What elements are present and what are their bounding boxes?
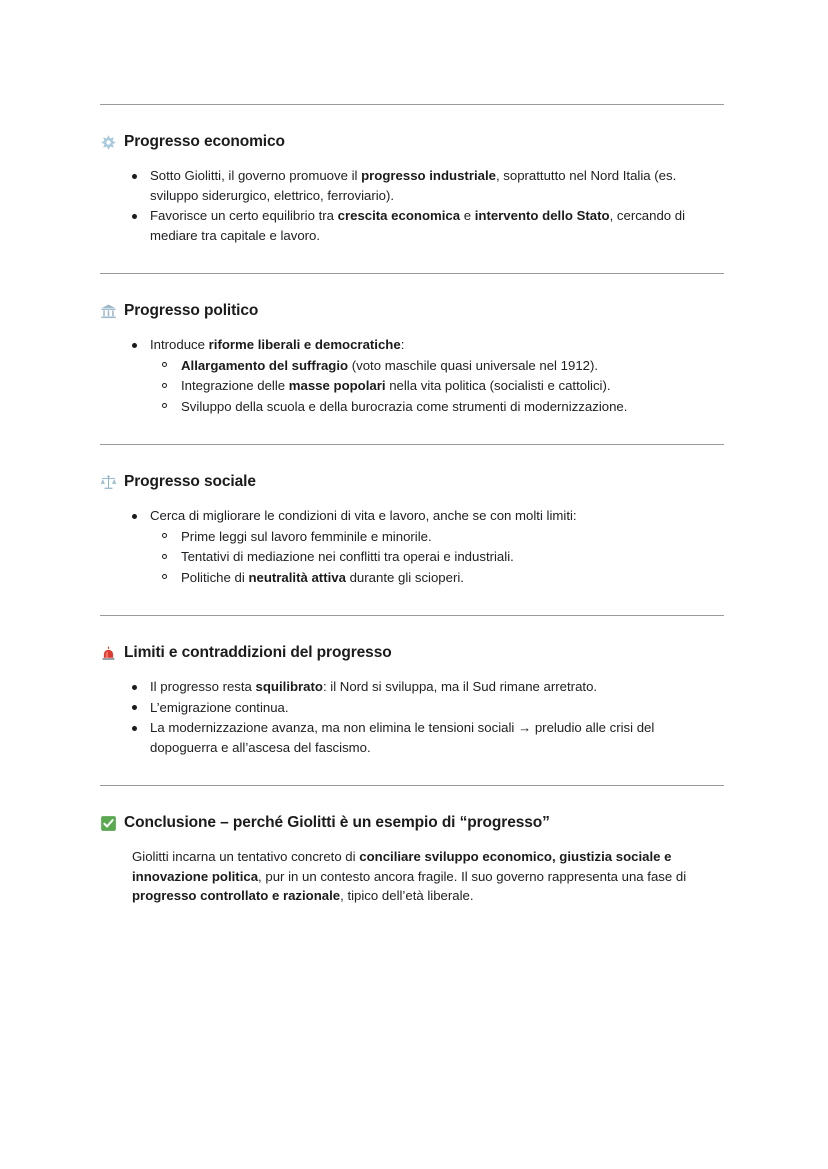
- section-progresso-economico: [100, 132, 724, 245]
- list-item: [100, 506, 724, 587]
- bullet-dot-icon: [132, 514, 137, 519]
- section-conclusione: [100, 813, 724, 906]
- text-run: :: [400, 337, 405, 352]
- spacer: [100, 758, 724, 785]
- classical-building-icon: [100, 303, 117, 320]
- text-run: Giolitti incarna un tentativo concreto di: [132, 849, 360, 864]
- bullet-list: [100, 335, 724, 416]
- list-item: [100, 206, 724, 245]
- spacer: [100, 786, 724, 813]
- list-item: [100, 677, 724, 697]
- text-run: Integrazione delle: [181, 378, 289, 393]
- section-heading-label: Progresso sociale: [124, 473, 256, 490]
- section-heading: [100, 472, 724, 492]
- text-run-bold: intervento dello Stato: [474, 208, 610, 223]
- section-progresso-politico: [100, 301, 724, 416]
- text-run-bold: progresso industriale: [361, 168, 496, 183]
- text-run: Il progresso resta: [150, 679, 256, 694]
- bullet-circle-icon: [162, 383, 167, 388]
- text-run: Sviluppo della scuola e della burocrazia come strumenti di modernizzazione.: [181, 398, 628, 414]
- list-item: [100, 335, 724, 416]
- section-heading-label: Conclusione – perché Giolitti è un esempio di “progresso”: [124, 814, 550, 831]
- section-heading: [100, 643, 724, 663]
- text-run-bold: squilibrato: [255, 679, 323, 694]
- text-run: Cerca di migliorare le condizioni di vita e lavoro, anche se con molti limiti:: [150, 508, 577, 523]
- section-heading: [100, 813, 724, 833]
- text-run: , tipico dell’età liberale.: [340, 888, 474, 903]
- spacer: [100, 274, 724, 301]
- text-run: (voto maschile quasi universale nel 1912).: [348, 357, 599, 373]
- sub-list-item: [150, 568, 724, 588]
- text-run: Sotto Giolitti, il governo promuove il: [150, 168, 362, 183]
- bullet-circle-icon: [162, 403, 167, 408]
- spacer: [100, 588, 724, 615]
- text-run-bold: crescita economica: [337, 208, 461, 223]
- bullet-circle-icon: [162, 533, 167, 538]
- text-run-bold: progresso controllato e razionale: [132, 888, 341, 903]
- bullet-circle-icon: [162, 574, 167, 579]
- text-run-bold: conciliare sviluppo economico, giustizia sociale e innovazione politica: [132, 849, 672, 884]
- spacer: [100, 616, 724, 643]
- text-run: : il Nord si sviluppa, ma il Sud rimane arretrato.: [322, 679, 598, 694]
- sub-bullet-list: [150, 527, 724, 588]
- bullet-list: [100, 166, 724, 245]
- sub-list-item: [150, 547, 724, 567]
- text-run-bold: neutralità attiva: [248, 569, 346, 585]
- bullet-circle-icon: [162, 554, 167, 559]
- text-run: Prime leggi sul lavoro femminile e minorile.: [181, 528, 432, 544]
- text-run-bold: masse popolari: [288, 378, 386, 393]
- text-run: L’emigrazione continua.: [150, 699, 289, 715]
- text-run: Tentativi di mediazione nei conflitti tra operai e industriali.: [181, 549, 514, 564]
- text-run: , cercando di mediare tra capitale e lavoro.: [150, 208, 686, 243]
- text-run: Politiche di: [181, 569, 249, 585]
- section-paragraph: [100, 847, 692, 906]
- bullet-dot-icon: [132, 343, 137, 348]
- section-heading-label: Limiti e contraddizioni del progresso: [124, 644, 392, 661]
- section-heading: [100, 132, 724, 152]
- gear-sparkle-icon: [100, 134, 117, 151]
- list-item: [100, 698, 724, 718]
- text-run: Introduce: [150, 337, 209, 352]
- section-progresso-sociale: [100, 472, 724, 587]
- text-run-bold: riforme liberali e democratiche: [208, 337, 401, 352]
- sub-list-item: [150, 376, 724, 396]
- green-check-box-icon: [100, 815, 117, 832]
- section-heading-label: Progresso politico: [124, 302, 259, 319]
- spacer: [100, 246, 724, 273]
- text-run: Favorisce un certo equilibrio tra: [150, 208, 338, 223]
- bullet-dot-icon: [132, 726, 137, 731]
- bullet-list: [100, 506, 724, 587]
- text-run: , pur in un contesto ancora fragile. Il suo governo rappresenta una fase di: [258, 868, 687, 884]
- list-item: [100, 718, 724, 757]
- section-limiti-contraddizioni: [100, 643, 724, 757]
- spacer: [100, 906, 724, 933]
- text-run: nella vita politica (socialisti e cattolici).: [385, 378, 611, 393]
- red-siren-icon: [100, 645, 117, 662]
- text-run: durante gli scioperi.: [345, 569, 464, 585]
- sub-bullet-list: [150, 356, 724, 417]
- bullet-dot-icon: [132, 214, 137, 219]
- sub-list-item: [150, 397, 724, 417]
- list-item: [100, 166, 724, 205]
- bullet-dot-icon: [132, 705, 137, 710]
- sub-list-item: [150, 527, 724, 547]
- text-run-bold: Allargamento del suffragio: [181, 357, 349, 373]
- bullet-list: [100, 677, 724, 757]
- bullet-dot-icon: [132, 174, 137, 179]
- spacer: [100, 445, 724, 472]
- bullet-dot-icon: [132, 685, 137, 690]
- bullet-circle-icon: [162, 362, 167, 367]
- text-run: e: [460, 208, 475, 223]
- spacer: [100, 417, 724, 444]
- text-run: , soprattutto nel Nord Italia (es. sviluppo siderurgico, elettrico, ferroviario).: [150, 168, 677, 203]
- text-run: La modernizzazione avanza, ma non elimina le tensioni sociali → preludio alle crisi del dopoguerra e all’ascesa del fascismo.: [150, 720, 655, 755]
- spacer: [100, 105, 724, 132]
- section-heading: [100, 301, 724, 321]
- section-heading-label: Progresso economico: [124, 133, 285, 150]
- sub-list-item: [150, 356, 724, 376]
- document-body: [100, 104, 724, 933]
- balance-scales-icon: [100, 474, 117, 491]
